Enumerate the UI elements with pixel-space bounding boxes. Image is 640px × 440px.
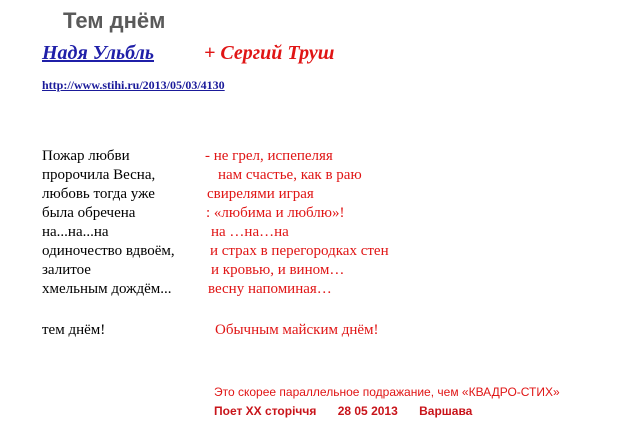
poem-right-line: - не грел, испепеляя: [205, 148, 333, 164]
poem-left-line: Пожар любви: [42, 148, 130, 164]
author-link-primary[interactable]: Надя Ульбль: [42, 42, 154, 64]
poem-right-line: на …на…на: [211, 224, 289, 240]
signature-name: Поет ХХ сторіччя: [214, 404, 317, 418]
signature-date: 28 05 2013: [337, 404, 398, 418]
poem-left-line: пророчила Весна,: [42, 167, 156, 183]
author-secondary: + Сергий Труш: [204, 42, 335, 64]
poem-right-line: нам счастье, как в раю: [218, 167, 362, 183]
poem-left-line: залитое: [42, 262, 91, 278]
poem-left-line: была обречена: [42, 205, 136, 221]
source-link[interactable]: http://www.stihi.ru/2013/05/03/4130: [42, 78, 225, 92]
poem-right-line: весну напоминая…: [208, 281, 332, 297]
poem-left-line: хмельным дождём...: [42, 281, 172, 297]
poem-closing-left: тем днём!: [42, 322, 106, 338]
poem-closing-right: Обычным майским днём!: [215, 322, 379, 338]
poem-right-line: : «любима и люблю»!: [206, 205, 345, 221]
footer-signature: [214, 404, 472, 418]
poem-right-line: свирелями играя: [207, 186, 314, 202]
signature-place: Варшава: [419, 404, 473, 418]
poem-left-line: любовь тогда уже: [42, 186, 155, 202]
footer-note: Это скорее параллельное подражание, чем «КВАДРО-СТИХ»: [214, 385, 560, 399]
poem-right-line: и страх в перегородках стен: [210, 243, 389, 259]
page-title: Тем днём: [63, 8, 166, 33]
poem-left-line: одиночество вдвоём,: [42, 243, 175, 259]
poem-left-line: на...на...на: [42, 224, 109, 240]
poem-right-line: и кровью, и вином…: [211, 262, 345, 278]
poem-right-column: [0, 147, 389, 299]
